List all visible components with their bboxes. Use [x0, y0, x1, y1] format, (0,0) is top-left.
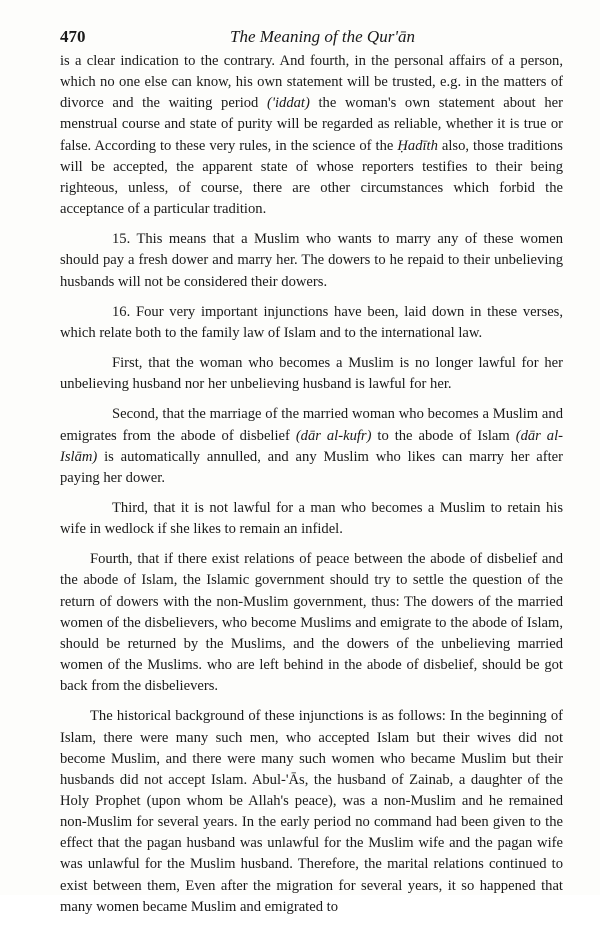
- term-iddat: ('iddat): [267, 95, 310, 112]
- paragraph-continuation: [60, 51, 563, 220]
- term-hadith: Ḥadīth: [397, 137, 438, 154]
- page-number: 470: [60, 27, 86, 46]
- paragraph-note-16: 16. Four very important injunctions have been, laid down in these verses, which relate both to the family law of Islam and to the international law.: [60, 303, 563, 341]
- text-run: is a clear indication to the contrary. And fourth, in the personal affairs of a person, which no one else can know, his own statement will be trusted, e.g. in the matters of divorce and the waiting period: [60, 53, 563, 112]
- page-header: [60, 27, 565, 53]
- body-text: [60, 51, 563, 927]
- text-run: also, those traditions will be accepted, the apparent state of whose reporters testifies to their being righteous, unless, of course, there are other circumstances which forbid the acceptance of a particular tradition.: [60, 137, 563, 218]
- paragraph-third: Third, that it is not lawful for a man who becomes a Muslim to retain his wife in wedlock if she likes to remain an infidel.: [60, 499, 563, 538]
- running-title: The Meaning of the Qur'ān: [230, 27, 415, 46]
- paragraph-second: [60, 404, 563, 489]
- text-run: Second, that the marriage of the married woman who becomes a Muslim and emigrates from the abode of disbelief: [60, 406, 563, 444]
- paragraph-fourth: Fourth, that if there exist relations of peace between the abode of disbelief and the abode of Islam, the Islamic government should try to settle the question of the return of dowers with the non-Muslim government, thus: The dowers of the married women of the disbelievers, who become Muslims and emigrate to the abode of Islam, should be returned by the Muslims, and the dowers of the unbelieving married women of the Muslims. who are left behind in the abode of disbelief, should be got back from the disbelievers.: [60, 551, 563, 695]
- text-run: is automatically annulled, and any Muslim who likes can marry her after paying her dower.: [60, 448, 563, 486]
- text-run: to the abode of Islam: [371, 427, 516, 444]
- paragraph-historical: The historical background of these injunctions is as follows: In the beginning of Islam, there were many such men, who accepted Islam but their wives did not become Muslim, and there were many such women who became Muslim but their husbands did not accept Islam. Abul-'Ās, the husband of Zainab, a daughter of the Holy Prophet (upon whom be Allah's peace), was a non-Muslim and he remained non-Muslim for several years. In the early period no command had been given to the effect that the pagan husband was unlawful for the Muslim wife and the pagan wife was unlawful for the Muslim husband. Therefore, the marital relations continued to exist between them, Even after the migration for several years, it so happened that many women became Muslim and emigrated to: [60, 708, 563, 915]
- term-dar-al-islam: (dār al-Islām): [60, 427, 563, 465]
- term-dar-al-kufr: (dār al-kufr): [295, 427, 372, 444]
- text-run: the woman's own statement about her menstrual course and state of purity will be regarded as reliable, whether it is true or false. According to these very rules, in the science of the: [60, 95, 563, 154]
- paragraph-note-15: 15. This means that a Muslim who wants to marry any of these women should pay a fresh dower and marry her. The dowers to he repaid to their unbelieving husbands will not be considered their dowers.: [60, 231, 563, 290]
- paragraph-first: First, that the woman who becomes a Muslim is no longer lawful for her unbelieving husband nor her unbelieving husband is lawful for her.: [60, 355, 563, 393]
